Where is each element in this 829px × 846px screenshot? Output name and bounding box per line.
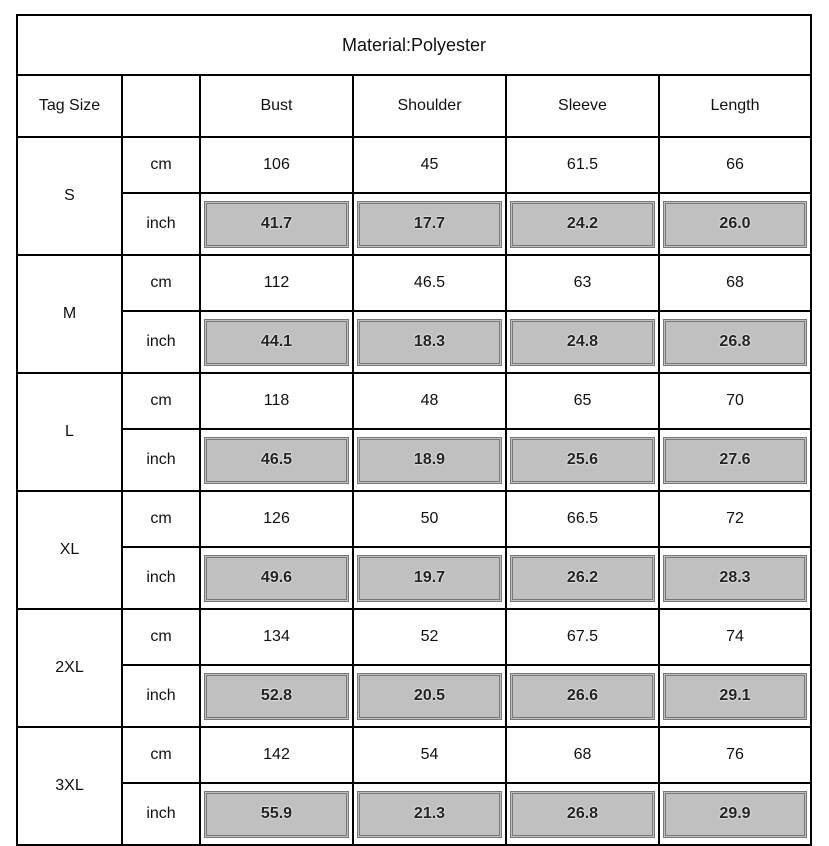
table-row <box>17 727 811 783</box>
inch-cell <box>353 193 506 255</box>
cm-value: 126 <box>200 491 353 547</box>
inch-value: 29.1 <box>663 673 807 720</box>
size-label: L <box>17 373 122 491</box>
inch-cell <box>353 665 506 727</box>
table-row <box>17 609 811 665</box>
size-label: 3XL <box>17 727 122 845</box>
inch-cell <box>506 429 659 491</box>
cm-value: 68 <box>659 255 811 311</box>
inch-cell <box>200 429 353 491</box>
inch-value: 49.6 <box>204 555 349 602</box>
inch-cell <box>659 665 811 727</box>
header-unit <box>122 75 200 137</box>
inch-value: 41.7 <box>204 201 349 248</box>
inch-value: 26.0 <box>663 201 807 248</box>
inch-cell <box>353 547 506 609</box>
header-tag-size: Tag Size <box>17 75 122 137</box>
cm-value: 67.5 <box>506 609 659 665</box>
inch-value: 26.2 <box>510 555 655 602</box>
unit-label: cm <box>122 491 200 547</box>
inch-value: 17.7 <box>357 201 502 248</box>
cm-value: 45 <box>353 137 506 193</box>
inch-cell <box>200 547 353 609</box>
inch-value: 55.9 <box>204 791 349 838</box>
cm-value: 54 <box>353 727 506 783</box>
inch-value: 44.1 <box>204 319 349 366</box>
inch-cell <box>353 429 506 491</box>
inch-value: 24.2 <box>510 201 655 248</box>
inch-cell <box>506 311 659 373</box>
header-bust: Bust <box>200 75 353 137</box>
inch-cell <box>506 547 659 609</box>
inch-cell <box>353 311 506 373</box>
header-length: Length <box>659 75 811 137</box>
inch-value: 18.9 <box>357 437 502 484</box>
inch-value: 24.8 <box>510 319 655 366</box>
unit-label: inch <box>122 311 200 373</box>
inch-value: 21.3 <box>357 791 502 838</box>
inch-cell <box>506 783 659 845</box>
title-row <box>17 15 811 75</box>
inch-cell <box>659 547 811 609</box>
cm-value: 68 <box>506 727 659 783</box>
inch-value: 29.9 <box>663 791 807 838</box>
inch-cell <box>353 783 506 845</box>
table-row <box>17 429 811 491</box>
unit-label: inch <box>122 193 200 255</box>
cm-value: 142 <box>200 727 353 783</box>
unit-label: inch <box>122 429 200 491</box>
cm-value: 46.5 <box>353 255 506 311</box>
size-label: M <box>17 255 122 373</box>
table-row <box>17 665 811 727</box>
inch-value: 28.3 <box>663 555 807 602</box>
unit-label: cm <box>122 373 200 429</box>
size-label: XL <box>17 491 122 609</box>
cm-value: 76 <box>659 727 811 783</box>
cm-value: 52 <box>353 609 506 665</box>
inch-value: 25.6 <box>510 437 655 484</box>
inch-value: 46.5 <box>204 437 349 484</box>
unit-label: cm <box>122 137 200 193</box>
header-row <box>17 75 811 137</box>
table-row <box>17 783 811 845</box>
table-row <box>17 491 811 547</box>
header-sleeve: Sleeve <box>506 75 659 137</box>
cm-value: 72 <box>659 491 811 547</box>
inch-cell <box>659 429 811 491</box>
size-label: 2XL <box>17 609 122 727</box>
table-title: Material:Polyester <box>17 15 811 75</box>
cm-value: 112 <box>200 255 353 311</box>
table-row <box>17 137 811 193</box>
table-row <box>17 373 811 429</box>
unit-label: inch <box>122 547 200 609</box>
inch-value: 52.8 <box>204 673 349 720</box>
inch-cell <box>200 193 353 255</box>
table-row <box>17 193 811 255</box>
table-row <box>17 255 811 311</box>
inch-cell <box>659 311 811 373</box>
table-row <box>17 547 811 609</box>
inch-value: 27.6 <box>663 437 807 484</box>
inch-cell <box>659 193 811 255</box>
cm-value: 74 <box>659 609 811 665</box>
inch-value: 26.8 <box>663 319 807 366</box>
inch-value: 18.3 <box>357 319 502 366</box>
unit-label: cm <box>122 255 200 311</box>
cm-value: 48 <box>353 373 506 429</box>
unit-label: inch <box>122 665 200 727</box>
unit-label: cm <box>122 609 200 665</box>
cm-value: 66.5 <box>506 491 659 547</box>
cm-value: 50 <box>353 491 506 547</box>
inch-cell <box>659 783 811 845</box>
inch-value: 26.8 <box>510 791 655 838</box>
cm-value: 66 <box>659 137 811 193</box>
inch-value: 19.7 <box>357 555 502 602</box>
cm-value: 63 <box>506 255 659 311</box>
cm-value: 65 <box>506 373 659 429</box>
inch-cell <box>506 665 659 727</box>
unit-label: inch <box>122 783 200 845</box>
cm-value: 134 <box>200 609 353 665</box>
size-chart-table <box>16 14 812 846</box>
cm-value: 106 <box>200 137 353 193</box>
cm-value: 118 <box>200 373 353 429</box>
inch-value: 26.6 <box>510 673 655 720</box>
cm-value: 61.5 <box>506 137 659 193</box>
header-shoulder: Shoulder <box>353 75 506 137</box>
inch-cell <box>200 665 353 727</box>
inch-cell <box>506 193 659 255</box>
inch-cell <box>200 311 353 373</box>
size-label: S <box>17 137 122 255</box>
unit-label: cm <box>122 727 200 783</box>
table-row <box>17 311 811 373</box>
cm-value: 70 <box>659 373 811 429</box>
inch-cell <box>200 783 353 845</box>
inch-value: 20.5 <box>357 673 502 720</box>
